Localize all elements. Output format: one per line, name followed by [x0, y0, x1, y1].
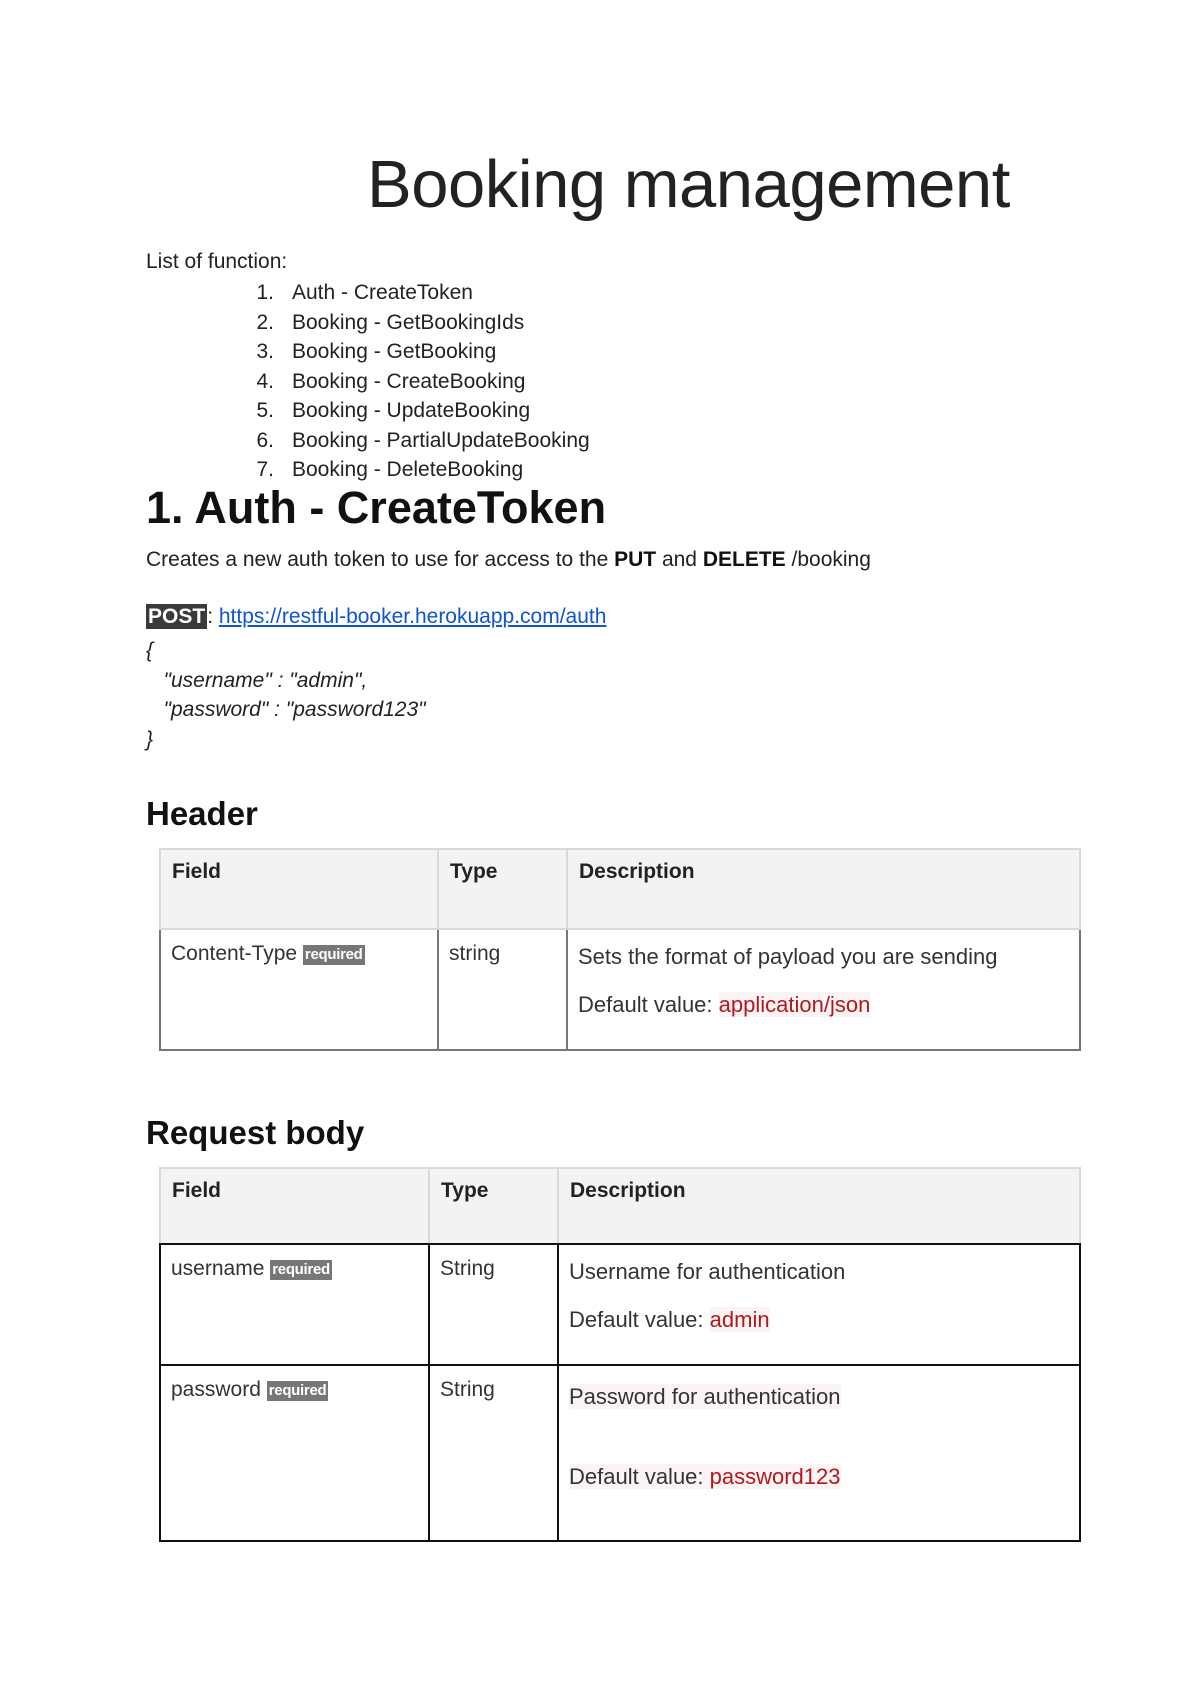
endpoint-link[interactable]: https://restful-booker.herokuapp.com/auth: [218, 605, 607, 628]
function-list-intro: List of function:: [146, 250, 288, 273]
table-header-row: [160, 1168, 1080, 1244]
type-cell: String: [429, 1244, 558, 1365]
required-badge: required: [272, 1261, 330, 1278]
required-badge: required: [268, 1382, 327, 1399]
endpoint-line: POST: https://restful-booker.herokuapp.com/auth: [148, 605, 607, 628]
page-title: Booking management: [367, 147, 1010, 222]
default-value: admin: [709, 1307, 770, 1332]
function-list: [146, 278, 590, 485]
section-description: Creates a new auth token to use for access to the PUT and DELETE /booking: [146, 548, 871, 571]
http-method-badge: POST: [148, 605, 206, 628]
field-cell: Content-Type required: [160, 929, 438, 1050]
default-value: application/json: [718, 992, 871, 1017]
column-header-field: Field: [160, 849, 438, 929]
list-item: 3. Booking - GetBooking: [256, 340, 497, 363]
section-heading-auth: 1. Auth - CreateToken: [146, 482, 607, 533]
description-cell: Sets the format of payload you are sending Default value: application/json: [567, 929, 1080, 1050]
type-cell: string: [438, 929, 567, 1050]
list-item: 6. Booking - PartialUpdateBooking: [256, 428, 590, 452]
required-badge: required: [304, 946, 363, 963]
list-item: 5. Booking - UpdateBooking: [256, 399, 531, 422]
request-body-example: { "username" : "admin", "password" : "password123" }: [146, 639, 426, 751]
table-row: [160, 929, 1080, 1050]
list-item: 2. Booking - GetBookingIds: [256, 310, 525, 334]
header-table: [159, 848, 1081, 1051]
column-header-field: Field: [160, 1168, 429, 1244]
list-item: 4. Booking - CreateBooking: [256, 369, 526, 393]
field-cell: username required: [160, 1244, 429, 1365]
list-item: 7. Booking - DeleteBooking: [256, 458, 524, 481]
request-body-heading: Request body: [146, 1114, 365, 1151]
description-cell: Password for authentication Default value: password123: [558, 1365, 1080, 1541]
description-cell: Username for authentication Default value: admin: [558, 1244, 1080, 1365]
header-heading: Header: [146, 795, 258, 832]
default-value: password123: [709, 1464, 841, 1489]
column-header-description: Description: [567, 849, 1080, 929]
request-body-table: [159, 1167, 1081, 1542]
column-header-type: Type: [438, 849, 567, 929]
table-header-row: [160, 849, 1080, 929]
field-cell: password required: [160, 1365, 429, 1541]
table-row: [160, 1365, 1080, 1541]
type-cell: String: [429, 1365, 558, 1541]
column-header-type: Type: [429, 1168, 558, 1244]
list-item: 1. Auth - CreateToken: [256, 281, 473, 304]
column-header-description: Description: [558, 1168, 1080, 1244]
table-row: [160, 1244, 1080, 1365]
